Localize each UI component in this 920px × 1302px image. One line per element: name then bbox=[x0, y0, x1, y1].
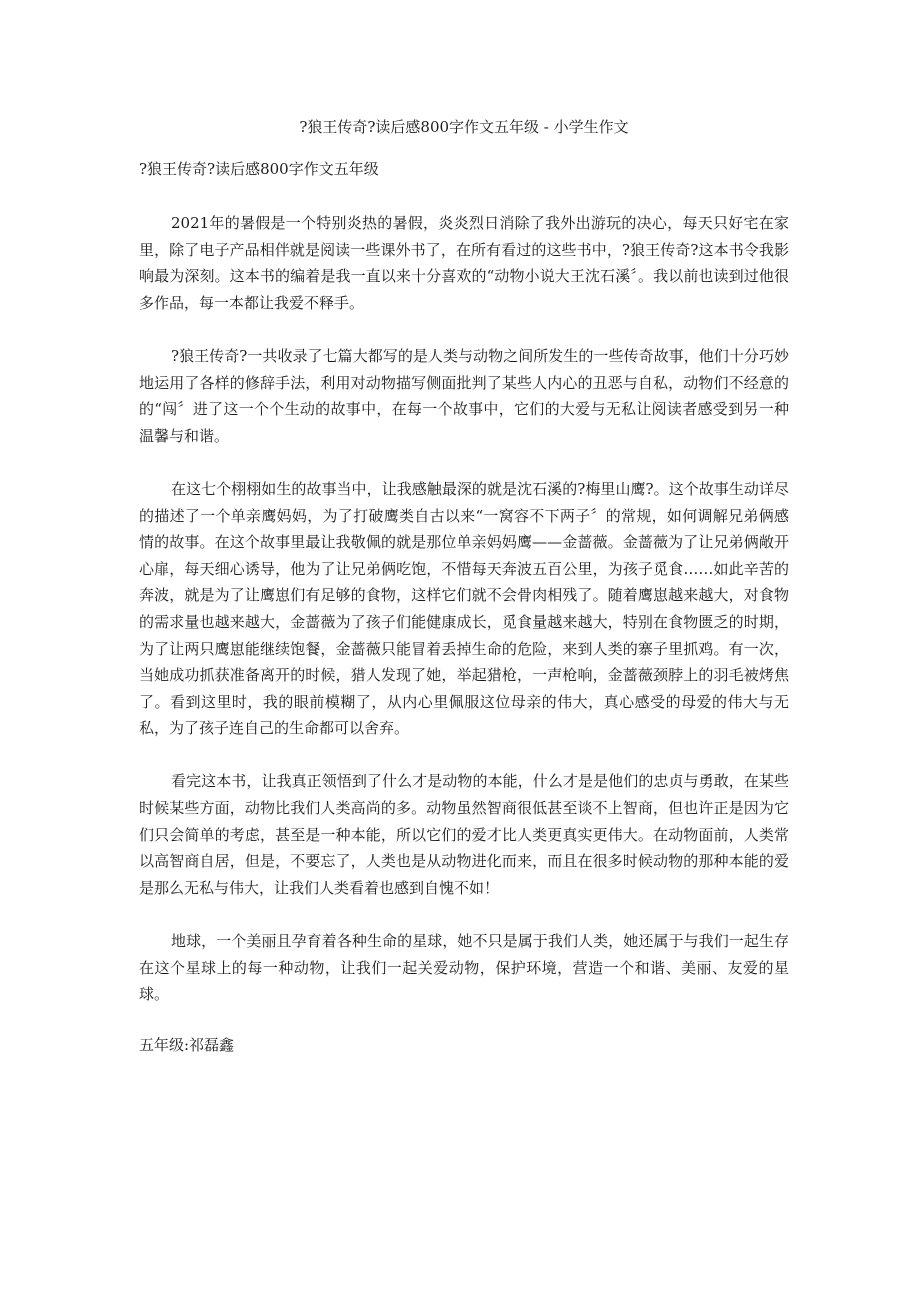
document-title: ?狼王传奇?读后感800字作文五年级 - 小学生作文 bbox=[299, 118, 629, 136]
paragraph-3: 在这七个栩栩如生的故事当中，让我感触最深的就是沈石溪的?梅里山鹰?。这个故事生动详尽的描述了一个单亲鹰妈妈，为了打破鹰类自古以来“一窝容不下两子〞的常规，如何调解兄弟俩感情的故事。在这个故事里最让我敬佩的就是那位单亲妈妈鹰——金蔷薇。金蔷薇为了让兄弟俩敞开心扉，每天细心诱导，他为了让兄弟俩吃饱，不惜每天奔波五百公里，为孩子觅食……如此辛苦的奔波，就是为了让鹰崽们有足够的食物，这样它们就不会骨肉相残了。随着鹰崽越来越大，对食物的需求量也越来越大，金蔷薇为了孩子们能健康成长，觅食量越来越大，特别在食物匮乏的时期，为了让两只鹰崽能继续饱餐，金蔷薇只能冒着丢掉生命的危险，来到人类的寨子里抓鸡。有一次，当她成功抓获准备离开的时候，猎人发现了她，举起猎枪，一声枪响，金蔷薇颈脖上的羽毛被烤焦了。看到这里时，我的眼前模糊了，从内心里佩服这位母亲的伟大，真心感受的母爱的伟大与无私，为了孩子连自己的生命都可以舍弃。 bbox=[139, 479, 789, 738]
paragraph-4: 看完这本书，让我真正领悟到了什么才是动物的本能，什么才是是他们的忠贞与勇敢，在某些时候某些方面，动物比我们人类高尚的多。动物虽然智商很低甚至谈不上智商，但也许正是因为它们只会简单的考虑，甚至是一种本能，所以它们的爱才比人类更真实更伟大。在动物面前，人类常以高智商自居，但是，不要忘了，人类也是从动物进化而来，而且在很多时候动物的那种本能的爱是那么无私与伟大，让我们人类看着也感到自愧不如！ bbox=[139, 772, 789, 897]
essay-body bbox=[139, 210, 789, 1034]
essay-heading: ?狼王传奇?读后感800字作文五年级 bbox=[139, 160, 379, 178]
paragraph-5: 地球，一个美丽且孕育着各种生命的星球，她不只是属于我们人类，她还属于与我们一起生存在这个星球上的每一种动物，让我们一起关爱动物，保护环境，营造一个和谐、美丽、友爱的星球。 bbox=[139, 932, 789, 1004]
author-signature: 五年级:祁磊鑫 bbox=[139, 1036, 235, 1054]
paragraph-1: 2021年的暑假是一个特别炎热的暑假，炎炎烈日消除了我外出游玩的决心，每天只好宅在家里，除了电子产品相伴就是阅读一些课外书了，在所有看过的这些书中，?狼王传奇?这本书令我影响最为深刻。这本书的编着是我一直以来十分喜欢的“动物小说大王沈石溪〞。我以前也读到过他很多作品，每一本都让我爱不释手。 bbox=[139, 214, 789, 312]
paragraph-2: ?狼王传奇?一共收录了七篇大都写的是人类与动物之间所发生的一些传奇故事，他们十分巧妙地运用了各样的修辞手法，利用对动物描写侧面批判了某些人内心的丑恶与自私，动物们不经意的的“闯〞进了这一个个生动的故事中，在每一个故事中，它们的大爱与无私让阅读者感受到另一种温馨与和谐。 bbox=[139, 346, 789, 445]
